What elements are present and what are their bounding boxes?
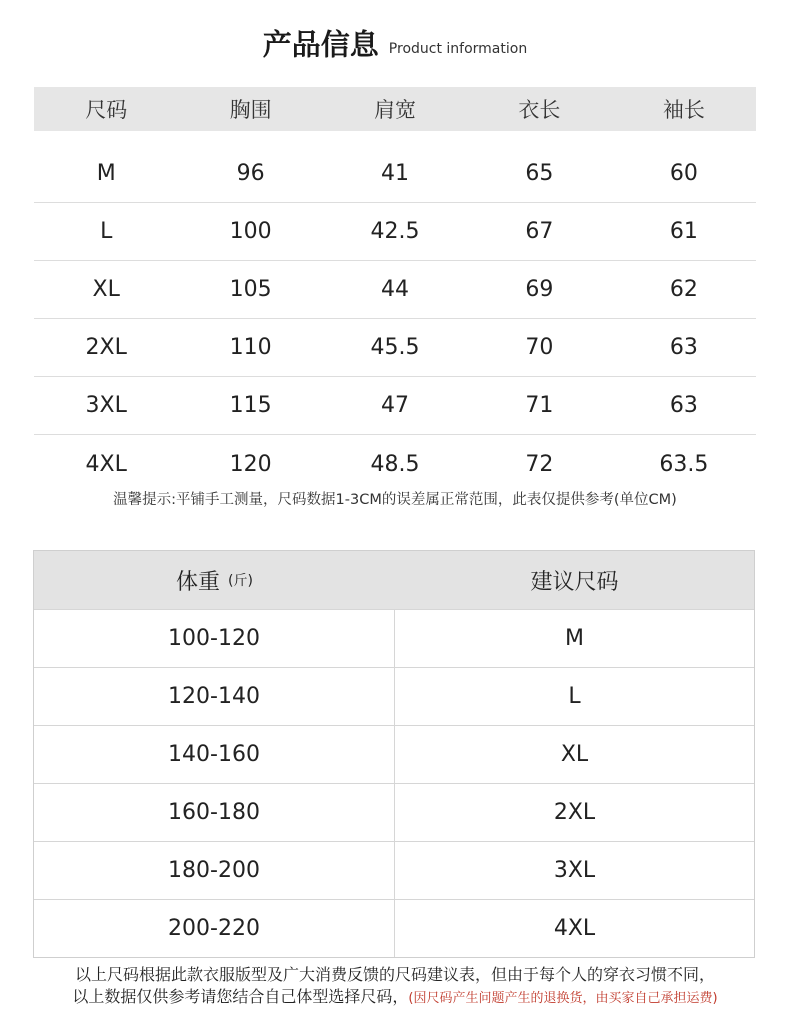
weight-range: 200-220	[34, 900, 395, 957]
column-header: 尺码	[85, 98, 128, 122]
table-cell: 45.5	[370, 335, 420, 360]
table-cell: 67	[525, 219, 554, 244]
table-cell: 100	[229, 219, 272, 244]
table-cell: 44	[381, 277, 410, 302]
table-cell: 110	[229, 335, 272, 360]
table-cell: 71	[525, 393, 554, 418]
weight-range: 120-140	[34, 668, 395, 725]
table-row	[34, 726, 754, 784]
footer-line-2-text: 以上数据仅供参考请您结合自己体型选择尺码，	[72, 987, 409, 1006]
column-header: 衣长	[518, 98, 561, 122]
footer-line-2	[0, 986, 790, 1010]
table-row	[34, 377, 756, 435]
weight-range: 100-120	[34, 610, 395, 667]
table-row	[34, 261, 756, 319]
measurement-note: 温馨提示:平铺手工测量，尺码数据1-3CM的误差属正常范围，此表仅提供参考(单位CM)	[113, 492, 677, 508]
suggested-size: 4XL	[553, 916, 596, 941]
table-row	[34, 319, 756, 377]
page-title	[0, 24, 790, 65]
footer-red-note: (因尺码产生问题产生的退换货，由买家自己承担运费)	[408, 991, 718, 1006]
table-cell: 70	[525, 335, 554, 360]
suggested-size-header: 建议尺码	[530, 569, 619, 595]
table-cell: 65	[525, 161, 554, 186]
table-cell: 2XL	[85, 335, 127, 360]
suggested-size: 2XL	[553, 800, 596, 825]
table-cell: 60	[669, 161, 698, 186]
weight-unit: (斤)	[228, 573, 253, 589]
weight-table-header	[34, 551, 754, 610]
table-row	[34, 435, 756, 493]
table-cell: 120	[229, 451, 272, 477]
title-cn: 产品信息	[262, 27, 379, 62]
weight-column-header	[34, 551, 395, 609]
table-cell: 48.5	[370, 451, 420, 477]
table-cell: 63	[669, 335, 698, 360]
title-en: Product information	[388, 40, 528, 57]
footer-note	[0, 964, 790, 1010]
suggested-size: XL	[560, 742, 589, 767]
table-cell: 42.5	[370, 219, 420, 244]
table-cell: M	[96, 161, 116, 186]
column-header: 袖长	[662, 98, 705, 122]
size-table	[34, 87, 756, 493]
size-table-header	[34, 87, 756, 131]
table-cell: XL	[92, 277, 120, 302]
table-cell: 115	[229, 393, 272, 418]
table-cell: 105	[229, 277, 272, 302]
suggested-size: 3XL	[553, 858, 596, 883]
table-cell: 63	[669, 393, 698, 418]
column-header: 肩宽	[374, 98, 417, 122]
table-row	[34, 900, 754, 957]
table-cell: 72	[525, 451, 554, 477]
table-cell: 3XL	[85, 393, 127, 418]
table-row	[34, 668, 754, 726]
table-cell: 63.5	[659, 451, 709, 477]
table-row	[34, 610, 754, 668]
weight-size-table	[33, 550, 755, 958]
suggested-size: L	[568, 684, 581, 709]
weight-label: 体重	[176, 569, 221, 595]
table-row	[34, 784, 754, 842]
table-cell: 61	[669, 219, 698, 244]
suggested-size: M	[565, 626, 584, 651]
footer-line-1: 以上尺码根据此款衣服版型及广大消费反馈的尺码建议表，但由于每个人的穿衣习惯不同，	[74, 965, 715, 984]
table-cell: 69	[525, 277, 554, 302]
table-cell: 62	[669, 277, 698, 302]
weight-range: 160-180	[34, 784, 395, 841]
column-header: 胸围	[229, 98, 272, 122]
table-cell: 47	[381, 393, 410, 418]
table-row	[34, 842, 754, 900]
weight-range: 140-160	[34, 726, 395, 783]
table-row	[34, 145, 756, 203]
table-cell: 4XL	[85, 451, 127, 477]
weight-range: 180-200	[34, 842, 395, 899]
table-cell: 96	[236, 161, 265, 186]
table-cell: L	[100, 219, 113, 244]
table-row	[34, 203, 756, 261]
table-cell: 41	[381, 161, 410, 186]
